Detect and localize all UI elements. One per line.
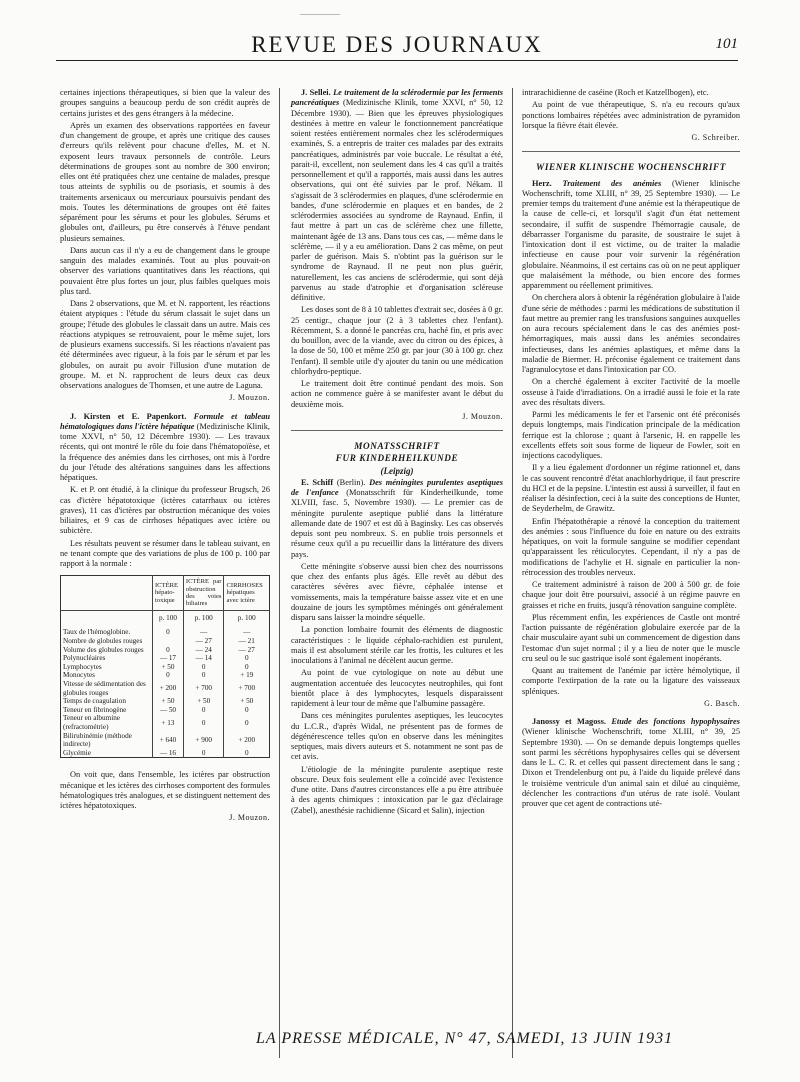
table-cell: + 50	[224, 697, 270, 706]
table-cell: 0	[224, 749, 270, 758]
table-cell: + 50	[183, 697, 224, 706]
table-cell: Monocytes	[63, 671, 95, 680]
table-row	[61, 680, 270, 697]
table-cell: p. 100	[183, 610, 224, 628]
paragraph: On a cherché également à exciter l'activité de la moelle osseuse à l'aide d'irradiations. On a irradié aussi le foie et la rate avec des résultats divers.	[522, 377, 740, 407]
paragraph: Après un examen des observations rapportées en faveur d'un changement de groupe, et après une critique des causes d'erreurs qu'ils relèvent pour chacune d'elles, M. et N. exposent leurs travaux personnels de contrôle. Leurs déterminations de groupes sont au nombre de 300 environ; elles ont été pratiquées chez une centaine de malades, presque tous atteints de syphilis ou de psoriasis, et soumis à des traitements arsenicaux ou mercuriaux poursuivis pendant des mois. Toutes les déterminations de groupes ont été faites séparément pour les sérums et pour les globules. Sérums et globules ont, d'ailleurs, pu être conservés à l'étuve pendant plusieurs semaines.	[60, 120, 270, 243]
article-herz	[522, 179, 740, 292]
table-cell: —	[183, 628, 224, 637]
table-cell: Teneur en albumine (refractométrie)	[63, 714, 120, 731]
table-header-cell: CIRRHOSES hépatiques avec ictère	[224, 576, 270, 611]
table-row	[61, 697, 270, 706]
article-body: (Monatsschrift für Kinderheilkunde, tome XLVIII, fasc. 5, Novembre 1930). — Le premier cas de méningite purulente aseptique publié dans la littérature allemande date de 1907 et est dû à Baginsky. Les cas observés depuis sont peu nombreux. S. en publie trois personnels et résume ceux qu'il a pu recueillir dans la littérature des divers pays.	[291, 488, 503, 559]
section-heading: MONATSSCHRIFT	[354, 441, 440, 451]
haematology-table	[60, 575, 270, 758]
section-heading: FUR KINDERHEILKUNDE	[335, 453, 459, 464]
table-cell: + 50	[152, 697, 183, 706]
table-cell: 0	[183, 663, 224, 672]
table-cell: + 13	[152, 714, 183, 731]
article-authors: J. Sellei.	[301, 88, 331, 97]
paragraph: L'étiologie de la méningite purulente aseptique reste obscure. Deux fois seulement elle a coïncidé avec l'existence d'une otite. Dans d'autres circonstances elle a pu être attribuée à des agents chimiques : intoxication par le gaz d'éclairage (Zabel), anesthésie rachidienne (Sicard et Salin), injection	[291, 764, 503, 815]
table-cell: + 200	[224, 732, 270, 749]
table-cell: 0	[152, 646, 183, 655]
table-cell: 0	[224, 654, 270, 663]
paragraph: intrarachidienne de caséine (Roch et Katzellbogen), etc.	[522, 88, 709, 97]
paragraph: Les résultats peuvent se résumer dans le tableau suivant, en ne tenant compte que des variations de plus de 100 p. 100 par rapport à la normale :	[60, 538, 270, 568]
table-cell: + 19	[224, 671, 270, 680]
article-body: (Wiener klinische Wochenschrift, tome XLIII, n° 39, 25 Septembre 1930). — On se demande depuis longtemps quelles sont parmi les sécrétions hypophysaires celles qui se déversent dans le L. C. R. et celles qui passent directement dans le sang ; Dixon et Trendelenburg ont pu, à l'aide du liquide prélevé dans le troisième ventricule d'un animal sain et dilué au cinquième, déclencher les contractions d'un utérus de rate isolé. Voulant prouver que cet agent de contractions uté-	[522, 727, 740, 808]
article-authors: J. Kirsten et E. Papenkort.	[70, 411, 187, 421]
paragraph: Quant au traitement de l'anémie par ictère hémolytique, il comporte l'extirpation de la rate ou la ligature des vaisseaux spléniques.	[522, 666, 740, 696]
article-title: Traitement des anémies	[562, 178, 662, 188]
table-cell: Volume des globules rouges	[63, 645, 144, 654]
paragraph: Les doses sont de 8 à 10 tablettes d'extrait sec, dosées à 0 gr. 25 centigr., chaque jour (2 à 3 tablettes chez l'enfant). Récemment, S. a donné le pancréas cru, haché fin, et pris avec du bouillon, avec de la viande, avec du citron ou des épices, à la dose de 50, 100 et même 250 gr. par jour (30 à 100 gr. chez l'enfant). Il semble utile d'y ajouter du tanin ou une médication chlorhydro-peptique.	[291, 305, 503, 376]
table-cell	[152, 637, 183, 646]
article-kirsten-papenkort	[60, 412, 270, 484]
paragraph: Plus récemment enfin, les expériences de Castle ont montré l'action puissante de régénération globulaire exercée par de la chair musculaire ayant subi un commencement de digestion dans l'estomac d'un sujet normal ; il y a lieu de noter que le muscle cru seul ou le suc gastrique isolé sont également inopérants.	[522, 612, 740, 663]
paragraph: Au point de vue cytologique on note au début une augmentation accentuée des leucocytes neutrophiles, qui font bientôt place à des lymphocytes, lesquels disparaissent rapidement à leur tour de même que l'albumine passagère.	[291, 668, 503, 708]
table-cell: Taux de l'hémoglobine.	[63, 628, 131, 637]
page-number: 101	[715, 36, 738, 52]
table-cell: 0	[224, 706, 270, 715]
paragraph: On cherchera alors à obtenir la régénération globulaire à l'aide d'une série de méthodes : parmi les médications de substitution il faut mettre au premier rang les transfusions sanguines auxquelles on aura recours spécialement dans le cas des anémies post-hémorragiques, mais aussi dans les anémies secondaires infectieuses, dans les anémies aplastiques, et même dans la maladie de Biermer. H. préconise également ce traitement dans l'agranulocytose et dans l'intoxication par CO.	[522, 293, 740, 374]
table-cell: — 16	[152, 749, 183, 758]
table-cell: 0	[183, 749, 224, 758]
section-divider	[522, 151, 740, 152]
table-row	[61, 663, 270, 672]
table-row	[61, 714, 270, 731]
table-cell: Teneur en fibrinogène	[63, 705, 127, 714]
column-middle	[291, 88, 503, 818]
article-schiff	[291, 478, 503, 560]
table-header-cell: ICTÈRE hépato-toxique	[152, 576, 183, 611]
table-cell: Glycémie	[63, 748, 91, 757]
paragraph: On voit que, dans l'ensemble, les ictères par obstruction mécanique et les ictères des cirrhoses comportent des formules hématologiques très analogues, et se distinguent nettement des ictères hépatotoxiques.	[60, 770, 270, 811]
paragraph: Dans 2 observations, que M. et N. rapportent, les réactions étaient atypiques : l'étude du sérum classait le sujet dans un groupe; l'étude des globules le classait dans un autre. Mais ces réactions atypiques se retrouvaient, pour le même sujet, lors de plusieurs examens successifs. Si les réactions n'avaient pas été déterminées avec rigueur, à la fois par le sérum et par les globules, on aurait pu avoir l'illusion d'une mutation de groupe. M. et N. rapprochent de leurs deux cas deux observations analogues de Thomsen, et une autre de Laguna.	[60, 299, 270, 390]
table-cell: 0	[152, 671, 183, 680]
table-cell: p. 100	[224, 610, 270, 628]
table-row	[61, 637, 270, 646]
table-cell: — 21	[224, 637, 270, 646]
article-janossy-magoss	[522, 717, 740, 809]
paragraph: Dans aucun cas il n'y a eu de changement dans le groupe sanguin des malades examinés. Tout au plus pouvait-on observer des variations quantitatives dans les réactions, qui pouvaient être plus fortes un jour, plus faibles quelques mois plus tard.	[60, 245, 270, 296]
table-cell: + 900	[183, 732, 224, 749]
article-sellei	[291, 88, 503, 303]
column-right	[522, 88, 740, 811]
section-subheading: (Leipzig)	[380, 465, 414, 476]
paragraph: Il y a lieu également d'ordonner un régime rationnel et, dans le cas souvent rencontré d'état anachlorhydrique, il faut prescrire du HCl et de la pepsine. L'intestin est aussi à surveiller, il faut en réaliser la désinfection, ceci à la suite des conceptions de Hunter, de Seyderhelm, de Grawitz.	[522, 463, 740, 514]
table-cell: 0	[152, 628, 183, 637]
table-cell: Nombre de globules rouges	[63, 637, 143, 646]
table-cell: 0	[183, 671, 224, 680]
paragraph: Le traitement doit être continué pendant des mois. Son action ne commence guère à se manifester avant le début du deuxième mois.	[291, 379, 503, 409]
table-row	[61, 654, 270, 663]
paragraph: Cette méningite s'observe aussi bien chez des nourrissons que chez des enfants plus âgés. Elle revêt au début des caractères sévères avec fièvre, céphalée intense et vomissements, mais la température baisse assez vite et en une douzaine de jours les symptômes méningés ont généralement disparu sans laisser la moindre séquelle.	[291, 561, 503, 622]
table-cell	[61, 610, 153, 628]
article-title: Formule et tableau hématologiques dans l'ictère hépatique	[60, 411, 271, 431]
author-signature: J. Mouzon.	[229, 813, 270, 823]
table-row	[61, 732, 270, 749]
article-title: Le traitement de la sclérodermie par les ferments pancréatiques	[291, 88, 503, 108]
journal-section-title: REVUE DES JOURNAUX	[251, 32, 543, 57]
table-header-cell	[61, 576, 153, 611]
table-cell: Bilirubinémie (méthode indirecte)	[63, 731, 132, 749]
table-row	[61, 671, 270, 680]
table-row	[61, 628, 270, 637]
table-cell: Temps de coagulation	[63, 697, 126, 706]
table-row	[61, 749, 270, 758]
table-units-row	[61, 610, 270, 628]
page-footer: LA PRESSE MÉDICALE, N° 47, SAMEDI, 13 JUIN 1931	[256, 1030, 674, 1047]
table-cell: + 50	[152, 663, 183, 672]
table-cell: + 640	[152, 732, 183, 749]
column-rule-right	[512, 88, 513, 1058]
column-rule-left	[279, 88, 280, 1058]
table-cell: + 700	[183, 680, 224, 697]
table-header-row	[61, 576, 270, 611]
table-cell: — 24	[183, 646, 224, 655]
table-cell: + 700	[224, 680, 270, 697]
table-cell: 0	[224, 714, 270, 731]
author-signature: J. Mouzon.	[229, 393, 270, 403]
article-authors: E. Schiff	[301, 477, 334, 487]
table-cell: 0	[183, 706, 224, 715]
article-source: (Medizinische Klinik, tome XXVI, n° 50, 12 Décembre 1930). — Les travaux récents, qui ont montré le rôle du foie dans l'hématopoïèse, et la fréquence des anémies dans les cirrhoses, ont mis à l'ordre du jour l'étude des altérations sanguines dans les affections hépatiques.	[60, 421, 270, 482]
section-heading: WIENER KLINISCHE WOCHENSCHRIFT	[536, 162, 726, 173]
table-cell: — 17	[152, 654, 183, 663]
table-cell: — 14	[183, 654, 224, 663]
author-signature: J. Mouzon.	[462, 411, 503, 421]
print-mark	[300, 14, 340, 19]
article-authors: Janossy et Magoss.	[532, 717, 606, 726]
article-place: (Berlin).	[336, 477, 366, 487]
paragraph: Au point de vue thérapeutique, S. n'a eu recours qu'aux ponctions lombaires répétées avec administration de pyramidon lorsque la fièvre était élevée.	[522, 100, 740, 130]
author-signature: G. Schreiber.	[691, 133, 740, 142]
table-cell: — 50	[152, 706, 183, 715]
author-signature: G. Basch.	[704, 698, 740, 708]
table-cell: — 27	[183, 637, 224, 646]
paragraph: La ponction lombaire fournit des éléments de diagnostic caractéristiques : le liquide céphalo-rachidien est purulent, mais il est absolument stérile car les frottis, les cultures et les inoculations à l'animal ne décèlent aucun germe.	[291, 625, 503, 665]
paragraph: Ce traitement administré à raison de 200 à 500 gr. de foie chaque jour doit être poursuivi, associé à un régime pauvre en graisses et riche en fruits, jusqu'à rénovation sanguine complète.	[522, 580, 740, 610]
paragraph: Dans ces méningites purulentes aseptiques, les leucocytes du L.C.R., d'après Widal, ne présentent pas de formes de dégénérescence telles qu'on en observe dans les méningites septiques, mais divers auteurs et S. notamment ne sont pas de cet avis.	[291, 711, 503, 762]
article-body: (Wiener klinische Wochenschrift, tome XLIII, n° 39, 25 Septembre 1930). — Le premier temps du traitement d'une anémie est la thérapeutique de la cause de celle-ci, et lorsqu'il s'agit d'un état nettement secondaire, il suffit de suspendre l'hémorragie causale, de débarrasser l'organisme du parasite, de soustraire le sujet à l'intoxication dont il est victime, ou de traiter la maladie infectieuse en cause pour voir survenir la régénération globulaire. Néanmoins, il est certains cas où on ne peut appliquer que malaisément la méthode, ou bien encore des formes apparemment ou réellement primitives.	[522, 178, 740, 290]
article-authors: Herz.	[532, 178, 552, 188]
table-cell: Vitesse de sédimentation des globules rouges	[63, 680, 146, 697]
table-row	[61, 646, 270, 655]
table-cell: p. 100	[152, 610, 183, 628]
table-cell: —	[224, 628, 270, 637]
article-title: Des méningites purulentes aseptiques de l'enfance	[291, 477, 503, 497]
paragraph: Enfin l'hépatothérapie a rénové la conception du traitement des anémies : sous l'influence du foie en nature ou des extraits hépatiques, on voit la formule sanguine se modifier cependant qu'apparaissent les réticulocytes. Cependant, il n'y a pas de modifications de l'achylie et H. signale en particulier la non-rétrocession des troubles nerveux.	[522, 516, 740, 577]
column-left	[60, 88, 270, 832]
page-header	[56, 30, 738, 61]
paragraph: K. et P. ont étudié, à la clinique du professeur Brugsch, 26 cas d'ictère hépatotoxique (ictères catarrhaux ou ictères graves), 11 cas d'ictères par obstruction mécanique des voies biliaires, et 9 cas de cirrhoses hépatiques avec ictère ou subictère.	[60, 485, 270, 536]
table-cell: 0	[224, 663, 270, 672]
article-title: Etude des fonctions hypophysaires	[611, 717, 740, 726]
table-row	[61, 706, 270, 715]
article-body: (Medizinische Klinik, tome XXVI, n° 50, 12 Décembre 1930). — Bien que les épreuves physiologiques destinées à mettre en valeur le fonctionnement pancréatique soient restées entièrement normales chez les sclérodermiques examinés, S. a entrepris de traiter ces malades par des extraits pancréatiques, administrés par voie buccale. Le résultat a été, parait-il, excellent, non seulement dans les 4 cas qu'il a traités personnellement et qu'il a rapportés, mais aussi dans les autres observations, qui ont été suivies par le prof. Nékam. Il s'agissait de 3 sclérodermies en plaques, d'une sclérodermie en bandes, d'une sclérodermie en plaques et en bandes, de 2 sclérodermies associées au syndrome de Raynaud. Enfin, il faut mettre à part un cas de sclérème chez une fillette, maintenant âgée de 13 ans. Dans tous ces cas, — même dans le sclérème, — il y a eu amélioration. Dans 2 cas même, on peut parler de guérison. Mais S. n'obtint pas la guérison sur le syndrome de Raynaud. Il ne peut non plus guérir, naturellement, les cas anciens de sclérodermie, qui sont déjà parvenus au stade d'atrophie et d'organisation scléreuse définitive.	[291, 98, 503, 302]
section-divider	[291, 430, 503, 431]
table-cell: + 200	[152, 680, 183, 697]
table-header-cell: ICTÈRE par obstruction des voies biliaires	[183, 576, 224, 611]
table-cell: Lymphocytes	[63, 662, 102, 671]
table-cell: 0	[183, 714, 224, 731]
paragraph: certaines injections thérapeutiques, si bien que la valeur des groupes sanguins a beaucoup perdu de son crédit auprès de certains juristes et des gens étrangers à la médecine.	[60, 88, 270, 118]
paragraph: Parmi les médicaments le fer et l'arsenic ont été préconisés depuis longtemps, mais l'indication principale de la médication ferrique est la chlorose ; quant à l'arsenic, H. en rappelle les excellents effets soit sous forme de liqueur de Fowler, soit en injections cacodyliques.	[522, 410, 740, 460]
table-cell: Polynucléaires	[63, 654, 106, 663]
table-cell: — 27	[224, 646, 270, 655]
